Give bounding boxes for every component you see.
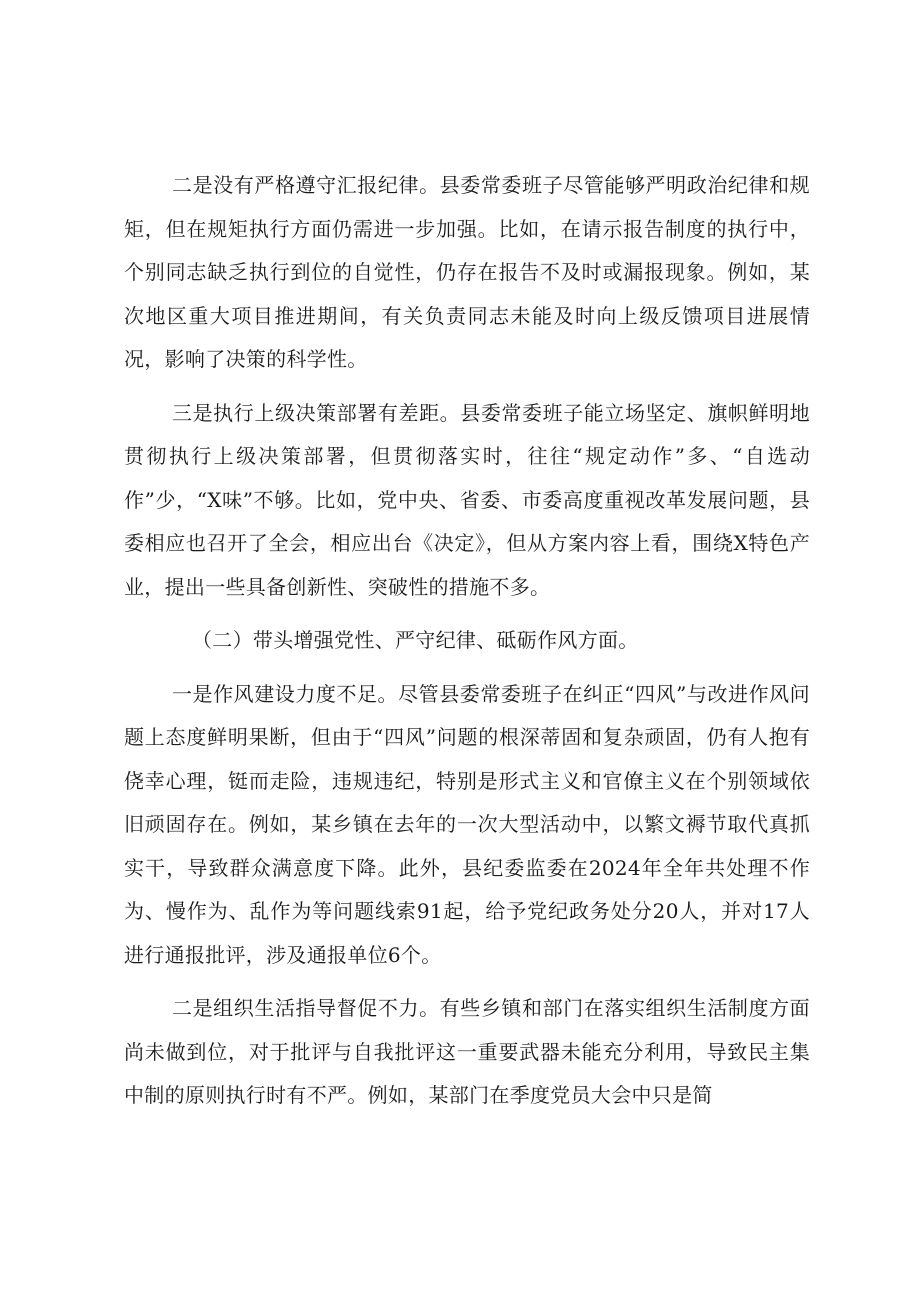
- document-body: [124, 164, 810, 1128]
- paragraph-decision-execution: 三是执行上级决策部署有差距。县委常委班子能立场坚定、旗帜鲜明地贯彻执行上级决策部署，但贯彻落实时，往往“规定动作”多、“自选动作”少，“X味”不够。比如，党中央、省委、市委高度重视改革发展问题，县委相应也召开了全会，相应出台《决定》，但从方案内容上看，围绕X特色产业，提出一些具备创新性、突破性的措施不多。: [124, 400, 810, 599]
- paragraph-reporting-discipline: 二是没有严格遵守汇报纪律。县委常委班子尽管能够严明政治纪律和规矩，但在规矩执行方面仍需进一步加强。比如，在请示报告制度的执行中，个别同志缺乏执行到位的自觉性，仍存在报告不及时或漏报现象。例如，某次地区重大项目推进期间，有关负责同志未能及时向上级反馈项目进展情况，影响了决策的科学性。: [124, 173, 810, 371]
- paragraph-organizational-life: 二是组织生活指导督促不力。有些乡镇和部门在落实组织生活制度方面尚未做到位，对于批评与自我批评这一重要武器未能充分利用，导致民主集中制的原则执行时有不严。例如，某部门在季度党员大会中只是简: [124, 996, 810, 1107]
- paragraph-work-style: 一是作风建设力度不足。尽管县委常委班子在纠正“四风”与改进作风问题上态度鲜明果断，但由于“四风”问题的根深蒂固和复杂顽固，仍有人抱有侥幸心理，铤而走险，违规违纪，特别是形式主义和官僚主义在个别领域依旧顽固存在。例如，某乡镇在去年的一次大型活动中，以繁文褥节取代真抓实干，导致群众满意度下降。此外，县纪委监委在2024年全年共处理不作为、慢作为、乱作为等问题线索91起，给予党纪政务处分20人，并对17人进行通报批评，涉及通报单位6个。: [124, 681, 810, 967]
- section-heading-party-discipline: （二）带头增强党性、严守纪律、砥砺作风方面。: [192, 628, 639, 652]
